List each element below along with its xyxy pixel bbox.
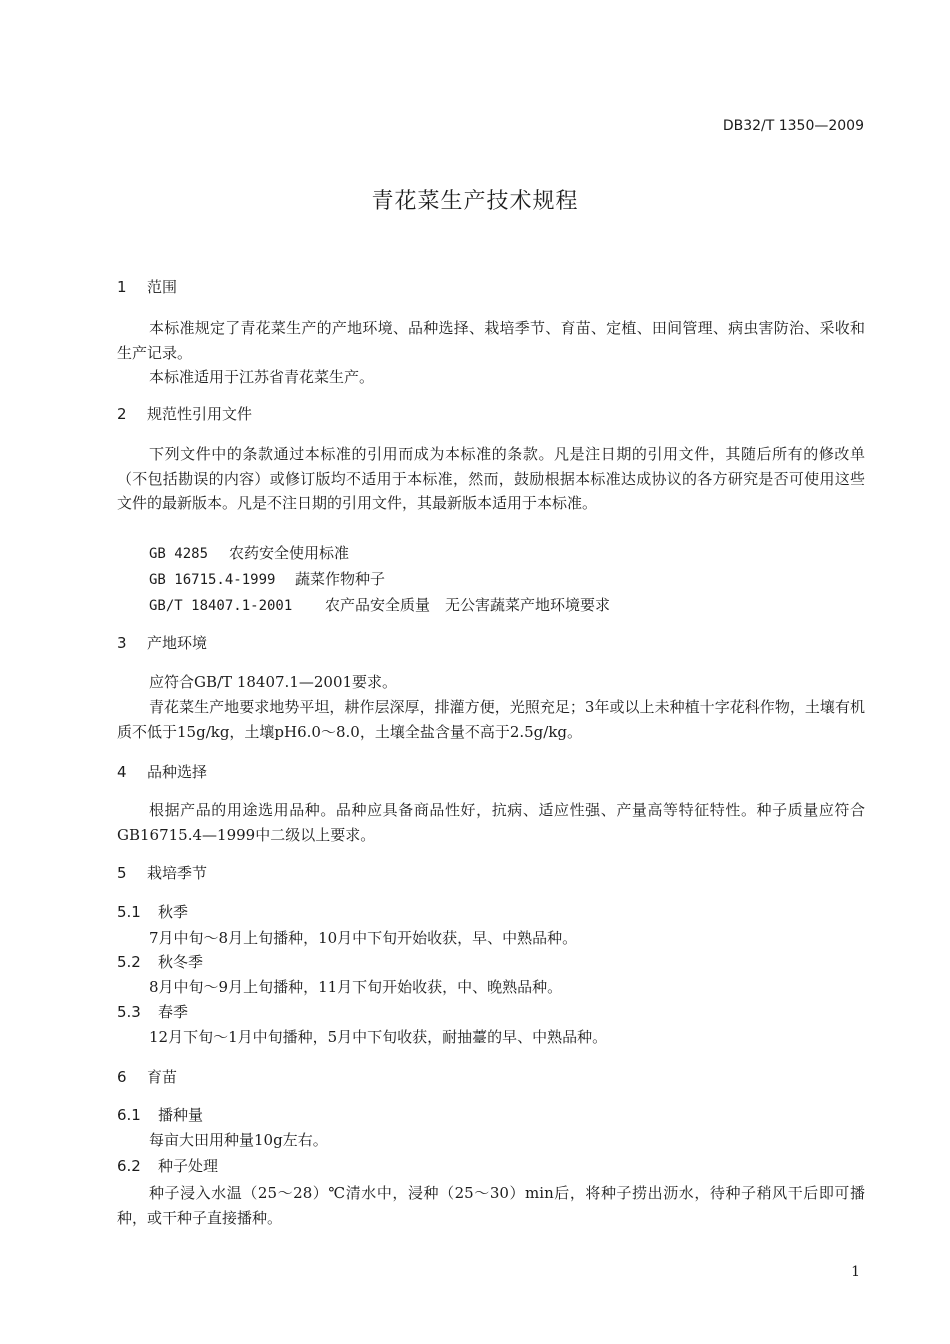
section-title: 品种选择 bbox=[147, 763, 208, 781]
section-4-paragraph-1: 根据产品的用途选用品种。品种应具备商品性好，抗病、适应性强、产量高等特征特性。种子质量应符合GB16715.4—1999中二级以上要求。 bbox=[117, 801, 865, 844]
subsection-6-2-heading bbox=[117, 1155, 218, 1176]
subsection-5-1-text: 7月中旬～8月上旬播种，10月中下旬开始收获，早、中熟品种。 bbox=[149, 929, 578, 947]
section-1-heading bbox=[117, 276, 177, 297]
section-3-paragraph-1: 应符合GB/T 18407.1—2001要求。 bbox=[149, 673, 398, 691]
section-title: 栽培季节 bbox=[147, 864, 208, 882]
subsection-6-1-text: 每亩大田用种量10g左右。 bbox=[149, 1131, 328, 1149]
section-title: 范围 bbox=[147, 278, 178, 296]
section-title: 育苗 bbox=[147, 1068, 178, 1086]
subsection-number: 5.1 bbox=[117, 903, 141, 921]
subsection-5-3-heading bbox=[117, 1001, 188, 1022]
reference-title: 蔬菜作物种子 bbox=[295, 570, 386, 588]
document-number: DB32/T 1350—2009 bbox=[722, 118, 864, 134]
reference-item bbox=[149, 568, 385, 589]
section-3-paragraph-2: 青花菜生产地要求地势平坦，耕作层深厚，排灌方便，光照充足；3年或以上未种植十字花科作物，土壤有机质不低于15g/kg，土壤pH6.0～8.0，土壤全盐含量不高于2.5g/kg。 bbox=[117, 698, 865, 741]
section-number: 6 bbox=[117, 1068, 127, 1086]
reference-code: GB 4285 bbox=[149, 546, 209, 562]
section-title: 规范性引用文件 bbox=[147, 405, 253, 423]
reference-code: GB/T 18407.1-2001 bbox=[149, 598, 293, 614]
section-4-heading bbox=[117, 761, 207, 782]
document-title: 青花菜生产技术规程 bbox=[371, 189, 579, 214]
reference-title: 农产品安全质量 无公害蔬菜产地环境要求 bbox=[325, 596, 611, 614]
section-2-paragraph-1: 下列文件中的条款通过本标准的引用而成为本标准的条款。凡是注日期的引用文件，其随后所有的修改单（不包括勘误的内容）或修订版均不适用于本标准，然而，鼓励根据本标准达成协议的各方研究是否可使用这些文件的最新版本。凡是不注日期的引用文件，其最新版本适用于本标准。 bbox=[117, 445, 865, 512]
subsection-5-1-heading bbox=[117, 901, 188, 922]
section-number: 2 bbox=[117, 405, 127, 423]
subsection-number: 6.2 bbox=[117, 1157, 141, 1175]
section-5-heading bbox=[117, 862, 207, 883]
section-6-heading bbox=[117, 1066, 177, 1087]
subsection-title: 种子处理 bbox=[158, 1157, 219, 1175]
section-title: 产地环境 bbox=[147, 634, 208, 652]
section-number: 4 bbox=[117, 763, 127, 781]
subsection-5-3-text: 12月下旬～1月中旬播种，5月中下旬收获，耐抽薹的早、中熟品种。 bbox=[149, 1028, 608, 1046]
section-1-paragraph-2: 本标准适用于江苏省青花菜生产。 bbox=[149, 368, 375, 386]
section-2-heading bbox=[117, 403, 252, 424]
subsection-number: 5.3 bbox=[117, 1003, 141, 1021]
subsection-6-2-text: 种子浸入水温（25～28）℃清水中，浸种（25～30）min后，将种子捞出沥水，待种子稍风干后即可播种，或干种子直接播种。 bbox=[117, 1184, 865, 1227]
subsection-title: 春季 bbox=[158, 1003, 189, 1021]
subsection-number: 5.2 bbox=[117, 953, 141, 971]
reference-title: 农药安全使用标准 bbox=[229, 544, 350, 562]
subsection-title: 秋冬季 bbox=[158, 953, 204, 971]
subsection-5-2-text: 8月中旬～9月上旬播种，11月下旬开始收获，中、晚熟品种。 bbox=[149, 978, 563, 996]
reference-item bbox=[149, 542, 349, 563]
reference-item bbox=[149, 594, 610, 615]
section-number: 1 bbox=[117, 278, 127, 296]
subsection-number: 6.1 bbox=[117, 1106, 141, 1124]
reference-code: GB 16715.4-1999 bbox=[149, 572, 276, 588]
section-number: 5 bbox=[117, 864, 127, 882]
subsection-title: 秋季 bbox=[158, 903, 189, 921]
subsection-6-1-heading bbox=[117, 1104, 203, 1125]
section-1-paragraph-1: 本标准规定了青花菜生产的产地环境、品种选择、栽培季节、育苗、定植、田间管理、病虫害防治、采收和生产记录。 bbox=[117, 319, 865, 362]
section-3-heading bbox=[117, 632, 207, 653]
section-number: 3 bbox=[117, 634, 127, 652]
subsection-5-2-heading bbox=[117, 951, 203, 972]
subsection-title: 播种量 bbox=[158, 1106, 204, 1124]
page-number: 1 bbox=[851, 1264, 860, 1280]
